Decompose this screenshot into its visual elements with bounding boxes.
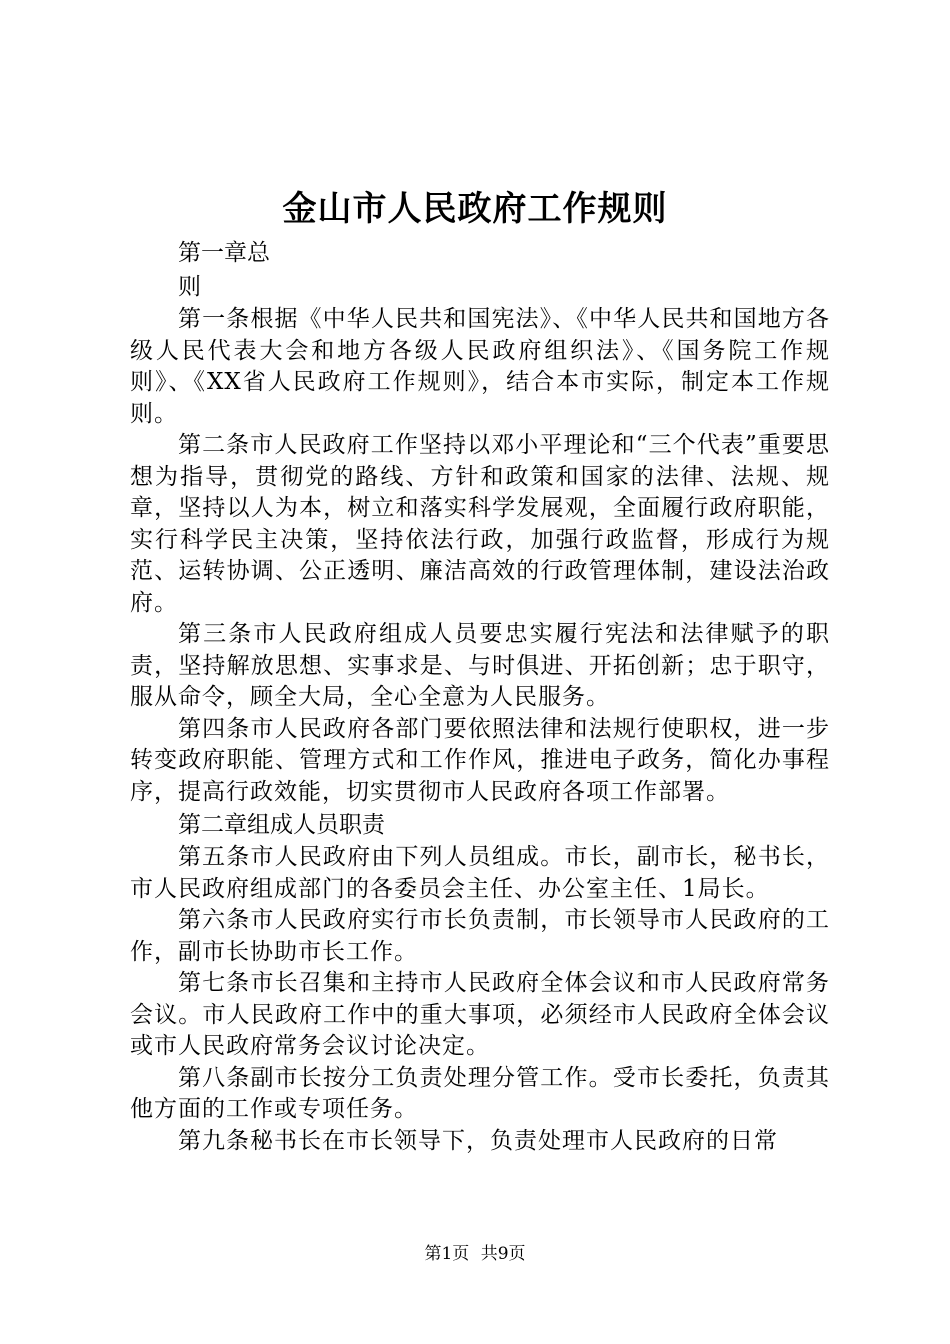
article-6: 第六条市人民政府实行市长负责制，市长领导市人民政府的工作，副市长协助市长工作。 [130,907,830,965]
page-footer [0,1242,950,1266]
article-4: 第四条市人民政府各部门要依照法律和法规行使职权，进一步转变政府职能、管理方式和工作作风，推进电子政务，简化办事程序，提高行政效能，切实贯彻市人民政府各项工作部署。 [130,715,830,805]
article-7: 第七条市长召集和主持市人民政府全体会议和市人民政府常务会议。市人民政府工作中的重大事项，必须经市人民政府全体会议或市人民政府常务会议讨论决定。 [130,970,830,1059]
article-8: 第八条副市长按分工负责处理分管工作。受市长委托，负责其他方面的工作或专项任务。 [130,1064,830,1122]
article-1: 第一条根据《中华人民共和国宪法》、《中华人民共和国地方各级人民代表大会和地方各级人民政府组织法》、《国务院工作规则》、《XX省人民政府工作规则》，结合本市实际，制定本工作规则。 [130,306,830,427]
article-3: 第三条市人民政府组成人员要忠实履行宪法和法律赋予的职责，坚持解放思想、实事求是、与时俱进、开拓创新；忠于职守，服从命令，顾全大局，全心全意为人民服务。 [130,621,830,710]
chapter-1-heading: 第一章总则 [178,240,270,300]
page-number: 第1页 [424,1244,470,1264]
article-9: 第九条秘书长在市长领导下，负责处理市人民政府的日常 [178,1127,778,1154]
document-title: 金山市人民政府工作规则 [282,189,668,229]
chapter-2-heading: 第二章组成人员职责 [178,812,385,838]
page-total: 共9页 [480,1244,526,1264]
article-2: 第二条市人民政府工作坚持以邓小平理论和“三个代表”重要思想为指导，贯彻党的路线、方针和政策和国家的法律、法规、规章，坚持以人为本，树立和落实科学发展观，全面履行政府职能，实行科学民主决策，坚持依法行政，加强行政监督，形成行为规范、运转协调、公正透明、廉洁高效的行政管理体制，建设法治政府。 [130,432,830,616]
article-5: 第五条市人民政府由下列人员组成。市长，副市长，秘书长，市人民政府组成部门的各委员会主任、办公室主任、1局长。 [130,844,830,902]
document-body [130,236,830,1157]
